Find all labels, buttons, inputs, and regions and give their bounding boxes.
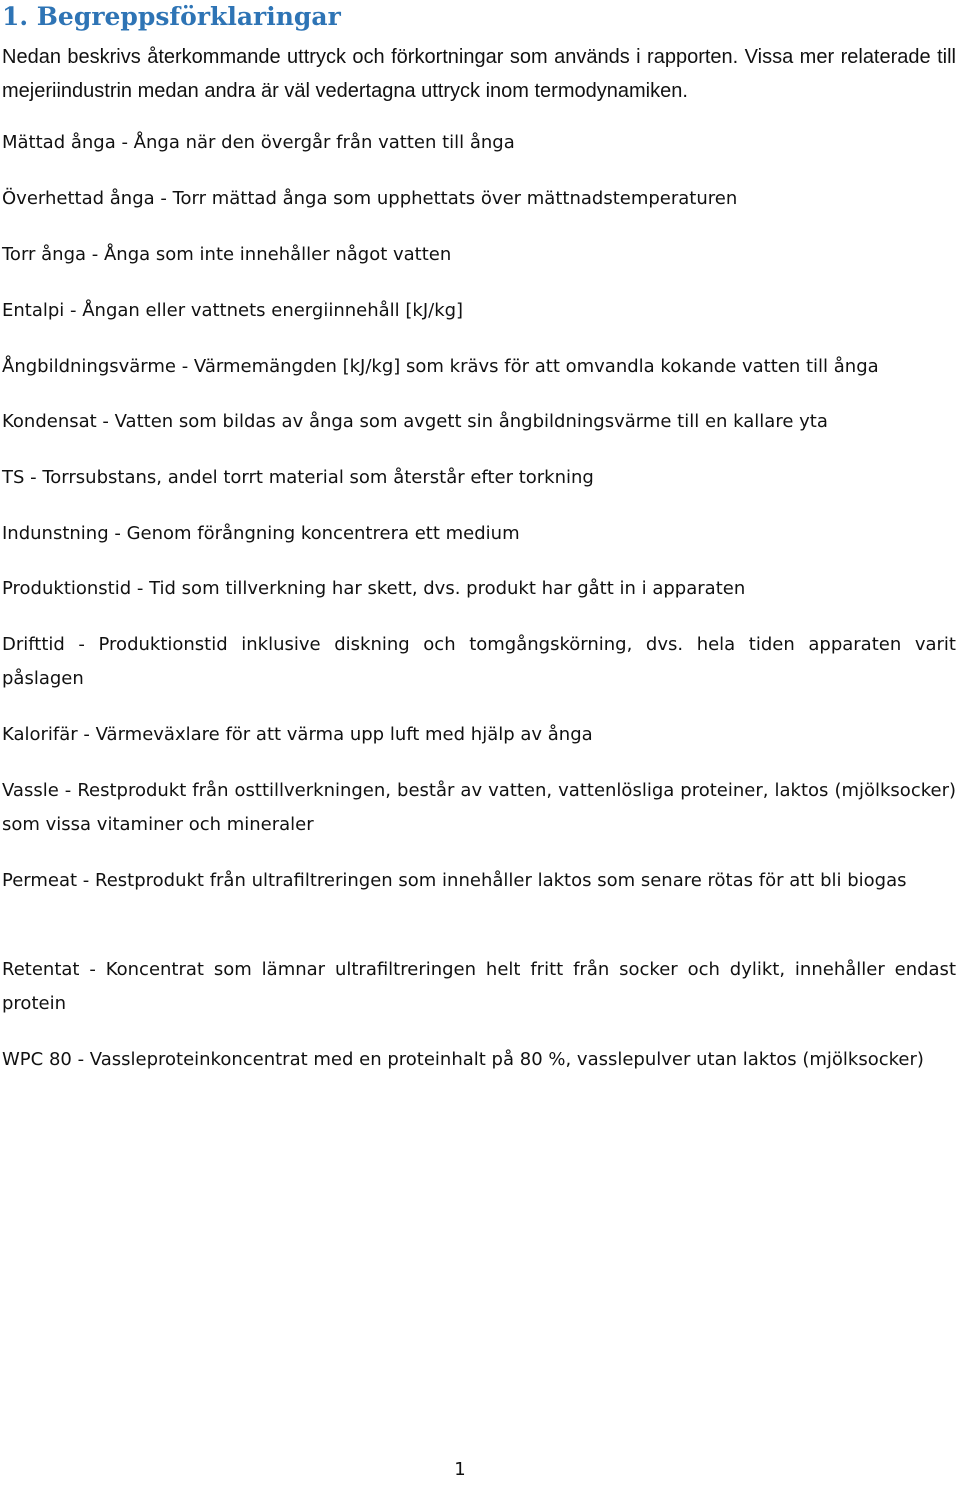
definition-overhettad-anga: Överhettad ånga - Torr mättad ånga som upphettats över mättnadstemperaturen [2, 188, 738, 209]
definition-drifttid: Drifttid - Produktionstid inklusive diskning och tomgångskörning, dvs. hela tiden apparaten varit påslagen [2, 634, 956, 689]
definition-kalorifar: Kalorifär - Värmeväxlare för att värma upp luft med hjälp av ånga [2, 724, 593, 745]
definition-angbildningsvarme: Ångbildningsvärme - Värmemängden [kJ/kg] som krävs för att omvandla kokande vatten till ånga [2, 356, 879, 377]
definition-vassle: Vassle - Restprodukt från osttillverkningen, består av vatten, vattenlösliga proteiner, laktos (mjölksocker) som vissa vitaminer och mineraler [2, 780, 956, 835]
definition-torr-anga: Torr ånga - Ånga som inte innehåller något vatten [2, 244, 452, 265]
definition-retentat: Retentat - Koncentrat som lämnar ultrafiltreringen helt fritt från socker och dylikt, innehåller endast protein [2, 959, 956, 1014]
section-heading: 1. Begreppsförklaringar [2, 2, 341, 31]
definition-kondensat: Kondensat - Vatten som bildas av ånga som avgett sin ångbildningsvärme till en kallare yta [2, 411, 828, 432]
definition-indunstning: Indunstning - Genom förångning koncentrera ett medium [2, 523, 520, 544]
definition-permeat: Permeat - Restprodukt från ultrafiltreringen som innehåller laktos som senare rötas för att bli biogas [2, 870, 907, 891]
definition-wpc80: WPC 80 - Vassleproteinkoncentrat med en proteinhalt på 80 %, vasslepulver utan laktos (mjölksocker) [2, 1049, 924, 1070]
page-number: 1 [454, 1459, 466, 1480]
intro-paragraph: Nedan beskrivs återkommande uttryck och förkortningar som används i rapporten. Vissa mer relaterade till mejeriindustrin medan andra är väl vedertagna uttryck inom termodynamiken. [2, 46, 956, 102]
definition-ts: TS - Torrsubstans, andel torrt material som återstår efter torkning [2, 467, 594, 488]
definition-mattad-anga: Mättad ånga - Ånga när den övergår från vatten till ånga [2, 132, 515, 153]
definition-entalpi: Entalpi - Ångan eller vattnets energiinnehåll [kJ/kg] [2, 300, 464, 321]
definition-produktionstid: Produktionstid - Tid som tillverkning har skett, dvs. produkt har gått in i apparaten [2, 578, 746, 599]
